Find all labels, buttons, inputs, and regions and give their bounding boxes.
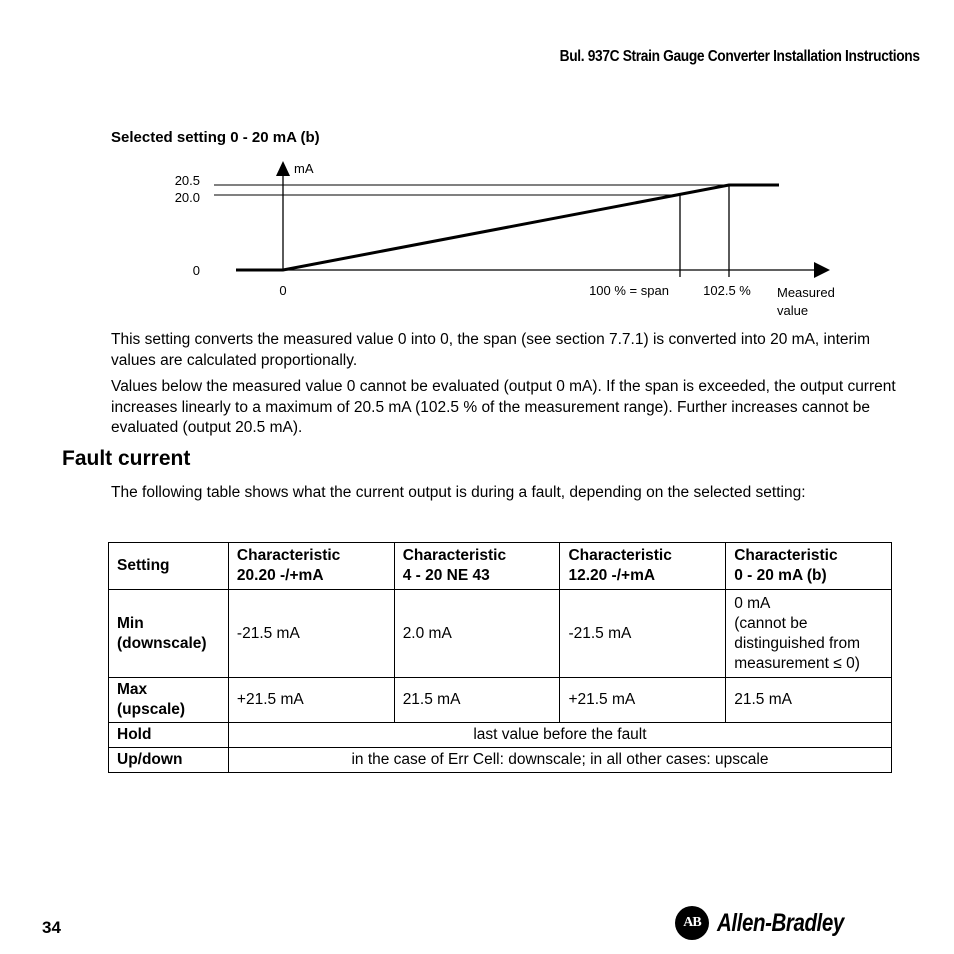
- max-c2: 21.5 mA: [394, 678, 560, 723]
- figure-caption: Selected setting 0 - 20 mA (b): [111, 129, 320, 146]
- table-row-min: [109, 590, 892, 678]
- section-intro: The following table shows what the current output is during a fault, depending on the selected setting:: [111, 484, 806, 501]
- table-row-hold: [109, 723, 892, 748]
- min-c2: 2.0 mA: [394, 590, 560, 678]
- ab-badge-icon: AB: [675, 906, 709, 940]
- min-c1: -21.5 mA: [228, 590, 394, 678]
- row-min-label: [109, 590, 229, 678]
- max-c3: +21.5 mA: [560, 678, 726, 723]
- x-axis-label-line2: value: [777, 303, 809, 318]
- output-characteristic-graph: [0, 150, 954, 320]
- y-axis-arrow: [276, 161, 290, 176]
- logo-text: Allen-Bradley: [717, 908, 844, 937]
- row-hold-label: Hold: [109, 723, 229, 748]
- table-header-row: [109, 543, 892, 590]
- header-setting: Setting: [109, 543, 229, 590]
- row-max-label-line1: Max: [117, 681, 148, 698]
- y-label-20-5: 20.5: [174, 173, 200, 188]
- row-updown-label: Up/down: [109, 748, 229, 773]
- page-number: 34: [42, 918, 61, 937]
- header-characteristic-3: [560, 543, 726, 590]
- min-c3: -21.5 mA: [560, 590, 726, 678]
- header-c1-line2: 20.20 -/+mA: [236, 567, 324, 584]
- paragraph-setting-description: This setting converts the measured value 0 into 0, the span (see section 7.7.1) is converted into 20 mA, interim values are calculated proportionally.: [111, 331, 871, 369]
- x-label-max: 102.5 %: [703, 283, 751, 298]
- min-c4-line2: (cannot be: [734, 614, 808, 632]
- section-title: Fault current: [62, 447, 191, 470]
- header-c3-line1: Characteristic: [568, 547, 672, 564]
- allen-bradley-logo: [675, 906, 872, 940]
- y-label-zero: 0: [192, 263, 200, 278]
- hold-value: last value before the fault: [228, 723, 891, 748]
- row-max-label: [109, 678, 229, 723]
- x-axis-label-line1: Measured: [777, 285, 835, 300]
- y-label-20-0: 20.0: [174, 190, 200, 205]
- paragraph-range-description: Values below the measured value 0 cannot be evaluated (output 0 mA). If the span is exceeded, the output current increases linearly to a maximum of 20.5 mA (102.5 % of the measurement range). Further increases cannot be evaluated (output 20.5 mA).: [111, 378, 896, 436]
- min-c4-line4: measurement ≤ 0): [734, 654, 860, 672]
- header-c1-line1: Characteristic: [236, 547, 341, 564]
- fault-current-table: [108, 542, 892, 773]
- row-max-label-line2: (upscale): [117, 701, 186, 718]
- header-c3-line2: 12.20 -/+mA: [568, 567, 656, 584]
- row-min-label-line1: Min: [117, 614, 144, 632]
- updown-value: in the case of Err Cell: downscale; in all other cases: upscale: [228, 748, 891, 773]
- min-c4-line1: 0 mA: [734, 594, 771, 612]
- row-min-label-line2: (downscale): [117, 634, 207, 652]
- header-characteristic-2: [394, 543, 560, 590]
- header-c4-line1: Characteristic: [734, 547, 838, 564]
- page-header: Bul. 937C Strain Gauge Converter Installation Instructions: [559, 48, 920, 65]
- x-label-zero: 0: [279, 283, 287, 298]
- table-row-max: [109, 678, 892, 723]
- y-unit-label: mA: [294, 161, 314, 176]
- header-c2-line2: 4 - 20 NE 43: [402, 567, 490, 584]
- max-c4: 21.5 mA: [726, 678, 892, 723]
- min-c4-line3: distinguished from: [734, 634, 861, 652]
- header-c2-line1: Characteristic: [402, 547, 507, 564]
- header-c4-line2: 0 - 20 mA (b): [734, 567, 827, 584]
- max-c1: +21.5 mA: [228, 678, 394, 723]
- min-c4: [726, 590, 892, 678]
- characteristic-curve: [236, 185, 779, 270]
- header-characteristic-4: [726, 543, 892, 590]
- table-row-updown: [109, 748, 892, 773]
- x-axis-arrow: [814, 262, 830, 278]
- x-label-span: 100 % = span: [589, 283, 669, 298]
- header-characteristic-1: [228, 543, 394, 590]
